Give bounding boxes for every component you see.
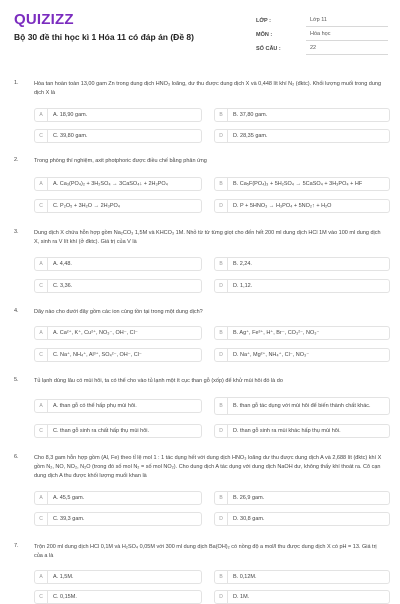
option-text: D. Na⁺, Mg²⁺, NH₄⁺, Cl⁻, NO₃⁻: [233, 351, 310, 358]
question-number: 5.: [14, 377, 19, 383]
option-b[interactable]: [214, 326, 390, 340]
question-number: 1.: [14, 80, 19, 86]
option-letter: C: [35, 200, 48, 212]
option-d[interactable]: [214, 348, 390, 362]
meta-label: SỐ CÂU :: [256, 46, 281, 52]
option-a[interactable]: [34, 399, 202, 413]
meta-label: MÔN :: [256, 32, 273, 38]
option-letter: A: [35, 492, 48, 504]
option-b[interactable]: [214, 397, 390, 415]
option-b[interactable]: [214, 177, 390, 191]
option-d[interactable]: [214, 129, 390, 143]
option-d[interactable]: [214, 512, 390, 526]
option-letter: D: [215, 349, 228, 361]
meta-row-count: [256, 42, 388, 56]
option-letter: C: [35, 425, 48, 437]
option-d[interactable]: [214, 424, 390, 438]
option-letter: C: [35, 513, 48, 525]
question-text: Dãy nào cho dưới đây gồm các ion cùng tồn tại trong một dung dịch?: [34, 309, 203, 315]
option-letter: C: [35, 130, 48, 142]
option-text: C. 39,3 gam.: [53, 515, 85, 522]
option-letter: B: [215, 109, 228, 121]
question-text: Trộn 200 ml dung dịch HCl 0,1M và H₂SO₄ 0,05M với 300 ml dung dịch Ba(OH)₂ có nồng độ a mol/l thu được dung dịch X có pH = 13. Giá trị của a là: [34, 544, 377, 559]
option-letter: A: [35, 571, 48, 583]
option-text: D. 30,8 gam.: [233, 515, 265, 522]
option-c[interactable]: [34, 279, 202, 293]
meta-row-class: [256, 14, 388, 28]
option-text: A. 45,5 gam.: [53, 494, 85, 501]
option-a[interactable]: [34, 108, 202, 122]
meta-row-subject: [256, 28, 388, 42]
option-letter: D: [215, 425, 228, 437]
question-number: 3.: [14, 229, 19, 235]
quizizz-logo: QUIZIZZ: [14, 11, 74, 28]
option-text: C. 3,36.: [53, 282, 73, 289]
question-number: 7.: [14, 543, 19, 549]
option-letter: A: [35, 258, 48, 270]
option-a[interactable]: [34, 570, 202, 584]
option-d[interactable]: [214, 279, 390, 293]
option-letter: A: [35, 109, 48, 121]
option-text: C. Na⁺, NH₄⁺, Al³⁺, SO₄²⁻, OH⁻, Cl⁻: [53, 351, 142, 358]
question-text: Trong phòng thí nghiệm, axit photphoric được điều chế bằng phản ứng: [34, 158, 207, 164]
option-letter: B: [215, 571, 228, 583]
option-letter: D: [215, 200, 228, 212]
option-text: C. P₂O₅ + 3H₂O → 2H₃PO₄: [53, 202, 121, 209]
option-text: B. 37,80 gam.: [233, 111, 268, 118]
meta-value: 22: [306, 43, 388, 55]
option-text: C. 39,80 gam.: [53, 132, 88, 139]
option-text: A. Ca²⁺, K⁺, Cu²⁺, NO₃⁻, OH⁻, Cl⁻: [53, 329, 138, 336]
option-letter: B: [215, 398, 228, 414]
option-text: D. than gỗ sinh ra mùi khác hấp thụ mùi hôi.: [233, 427, 341, 434]
meta-label: LỚP :: [256, 18, 271, 24]
option-d[interactable]: [214, 590, 390, 604]
option-letter: D: [215, 513, 228, 525]
option-text: B. Ag⁺, Fe³⁺, H⁺, Br⁻, CO₃²⁻, NO₃⁻: [233, 329, 320, 336]
option-text: B. Ca₅F(PO₄)₃ + 5H₂SO₄ → 5CaSO₄ + 3H₃PO₄ + HF: [233, 180, 363, 187]
option-text: A. 18,90 gam.: [53, 111, 88, 118]
option-text: D. 1M.: [233, 593, 250, 600]
question-number: 6.: [14, 454, 19, 460]
option-letter: D: [215, 280, 228, 292]
meta-value: Hóa học: [306, 29, 388, 41]
question-number: 4.: [14, 308, 19, 314]
option-c[interactable]: [34, 590, 202, 604]
question-number: 2.: [14, 157, 19, 163]
option-b[interactable]: [214, 570, 390, 584]
option-c[interactable]: [34, 512, 202, 526]
option-text: D. 1,12.: [233, 282, 253, 289]
option-a[interactable]: [34, 257, 202, 271]
option-c[interactable]: [34, 199, 202, 213]
meta-value: Lớp 11: [306, 15, 388, 27]
option-letter: C: [35, 349, 48, 361]
worksheet-meta: [256, 14, 388, 56]
worksheet-title: Bộ 30 đề thi học kì 1 Hóa 11 có đáp án (Đề 8): [14, 32, 194, 42]
option-letter: B: [215, 178, 228, 190]
option-b[interactable]: [214, 108, 390, 122]
option-c[interactable]: [34, 348, 202, 362]
option-letter: A: [35, 400, 48, 412]
option-text: D. 28,35 gam.: [233, 132, 268, 139]
option-text: B. 2,24.: [233, 260, 252, 267]
option-letter: A: [35, 327, 48, 339]
option-d[interactable]: [214, 199, 390, 213]
option-letter: A: [35, 178, 48, 190]
option-letter: B: [215, 327, 228, 339]
option-text: A. 1,5M.: [53, 573, 74, 580]
option-a[interactable]: [34, 491, 202, 505]
option-text: B. 26,9 gam.: [233, 494, 265, 501]
option-letter: D: [215, 591, 228, 603]
option-letter: B: [215, 258, 228, 270]
question-text: Tủ lạnh dùng lâu có mùi hôi, ta có thể cho vào tủ lạnh một ít cục than gỗ (xốp) để khử mùi hôi đó là do: [34, 378, 283, 384]
option-text: C. 0,15M.: [53, 593, 77, 600]
option-a[interactable]: [34, 326, 202, 340]
option-text: B. than gỗ tác dụng với mùi hôi để biến thành chất khác.: [233, 402, 371, 409]
option-letter: D: [215, 130, 228, 142]
question-text: Dung dịch X chứa hỗn hợp gồm Na₂CO₃ 1,5M và KHCO₃ 1M. Nhỏ từ từ từng giọt cho đến hết 200 ml dung dịch HCl 1M vào 100 ml dung dịch X, sinh ra V lít khí (ở đktc). Giá trị của V là: [34, 230, 381, 245]
option-a[interactable]: [34, 177, 202, 191]
option-text: B. 0,12M.: [233, 573, 257, 580]
option-c[interactable]: [34, 424, 202, 438]
option-letter: B: [215, 492, 228, 504]
option-text: A. 4,48.: [53, 260, 72, 267]
option-b[interactable]: [214, 257, 390, 271]
question-text: Hòa tan hoàn toàn 13,00 gam Zn trong dung dịch HNO₃ loãng, dư thu được dung dịch X và 0,448 lít khí N₂ (đktc). Khối lượng muối trong dung dịch X là: [34, 81, 382, 96]
option-letter: C: [35, 591, 48, 603]
option-text: A. Ca₃(PO₄)₂ + 3H₂SO₄ → 3CaSO₄↓ + 2H₃PO₄: [53, 180, 168, 187]
option-b[interactable]: [214, 491, 390, 505]
question-text: Cho 8,3 gam hỗn hợp gồm (Al, Fe) theo tỉ lệ mol 1 : 1 tác dụng hết với dung dịch HNO₃ loãng dư thu được dung dịch A và 2,688 lít (đktc) khí X gồm N₂, NO, NO₂, N₂O (trong đó số mol N₂ = số mol NO₂). Cho dung dịch A tác dụng với dung dịch NaOH dư, không thấy khí thoát ra. Cô cạn dung dịch A thu được khối lượng muối khan là: [34, 455, 382, 479]
option-text: A. than gỗ có thể hấp phụ mùi hôi.: [53, 402, 137, 409]
option-letter: C: [35, 280, 48, 292]
option-c[interactable]: [34, 129, 202, 143]
option-text: D. P + 5HNO₃ → H₃PO₄ + 5NO₂↑ + H₂O: [233, 202, 332, 209]
option-text: C. than gỗ sinh ra chất hấp thụ mùi hôi.: [53, 427, 150, 434]
